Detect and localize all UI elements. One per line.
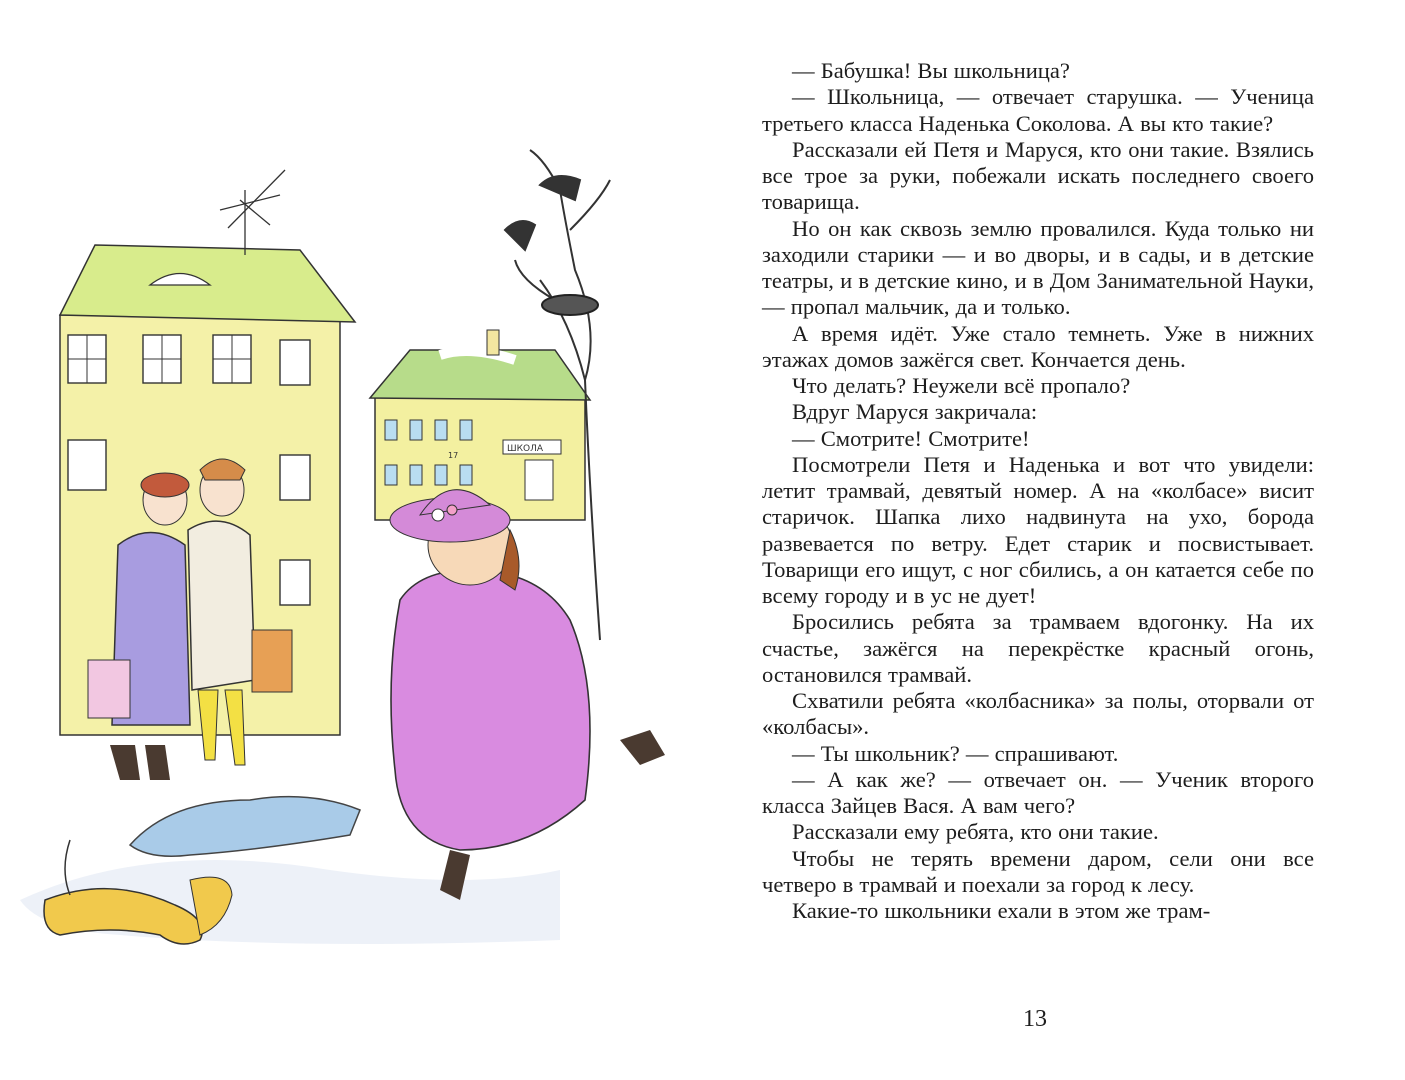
- paragraph: Рассказали ему ребята, кто они такие.: [792, 819, 1159, 845]
- school-building: [370, 330, 590, 520]
- text-column: [762, 58, 1314, 924]
- paragraph: — Бабушка! Вы школьница?: [792, 58, 1070, 83]
- paragraph: Чтобы не терять времени даром, сели они все четверо в трамвай и поехали за город к лесу.: [762, 845, 1314, 897]
- paragraph: Вдруг Маруся закричала:: [792, 399, 1038, 425]
- paragraph: Схватили ребята «колбасника» за полы, оторвали от «колбасы».: [762, 688, 1314, 740]
- paragraph: Рассказали ей Петя и Маруся, кто они такие. Взялись все трое за руки, побежали искать последнего своего товарища.: [762, 136, 1314, 215]
- school-sign-text: ШКОЛА: [507, 444, 544, 454]
- old-lady-pink: [390, 490, 665, 900]
- paragraph: А время идёт. Уже стало темнеть. Уже в нижних этажах домов зажёгся свет. Кончается день.: [762, 320, 1314, 372]
- house-number-text: 17: [448, 451, 459, 460]
- dachshund-dog: [44, 840, 232, 944]
- paragraph: Какие-то школьники ехали в этом же трам-: [792, 898, 1211, 923]
- paragraph: — Ты школьник? — спрашивают.: [792, 740, 1119, 766]
- page-number: 13: [1023, 1006, 1047, 1032]
- paragraph: — Школьница, — отвечает старушка. — Ученица третьего класса Наденька Соколова. А вы кто такие?: [762, 84, 1314, 136]
- paragraph: Посмотрели Петя и Наденька и вот что увидели: летит трамвай, девятый номер. А на «колбасе» висит старичок. Шапка лихо надвинута на ухо, борода развевается по ветру. Едет старик и посвистывает. Товарищи его ищут, с ног сбились, а он катается себе по всему городу и в ус не дует!: [762, 451, 1314, 608]
- paragraph: — Смотрите! Смотрите!: [792, 425, 1030, 451]
- paragraph: Бросились ребята за трамваем вдогонку. На их счастье, зажёгся на перекрёстке красный огонь, остановился трамвай.: [762, 609, 1314, 687]
- paragraph: Но он как сквозь землю провалился. Куда только ни заходили старики — и во дворы, и в сады, и в детские театры, и в детские кино, и в Дом Занимательной Науки, — пропал мальчик, да и только.: [762, 215, 1314, 320]
- paragraph: Что делать? Неужели всё пропало?: [792, 373, 1131, 398]
- paragraph: — А как же? — отвечает он. — Ученик второго класса Зайцев Вася. А вам чего?: [762, 766, 1314, 818]
